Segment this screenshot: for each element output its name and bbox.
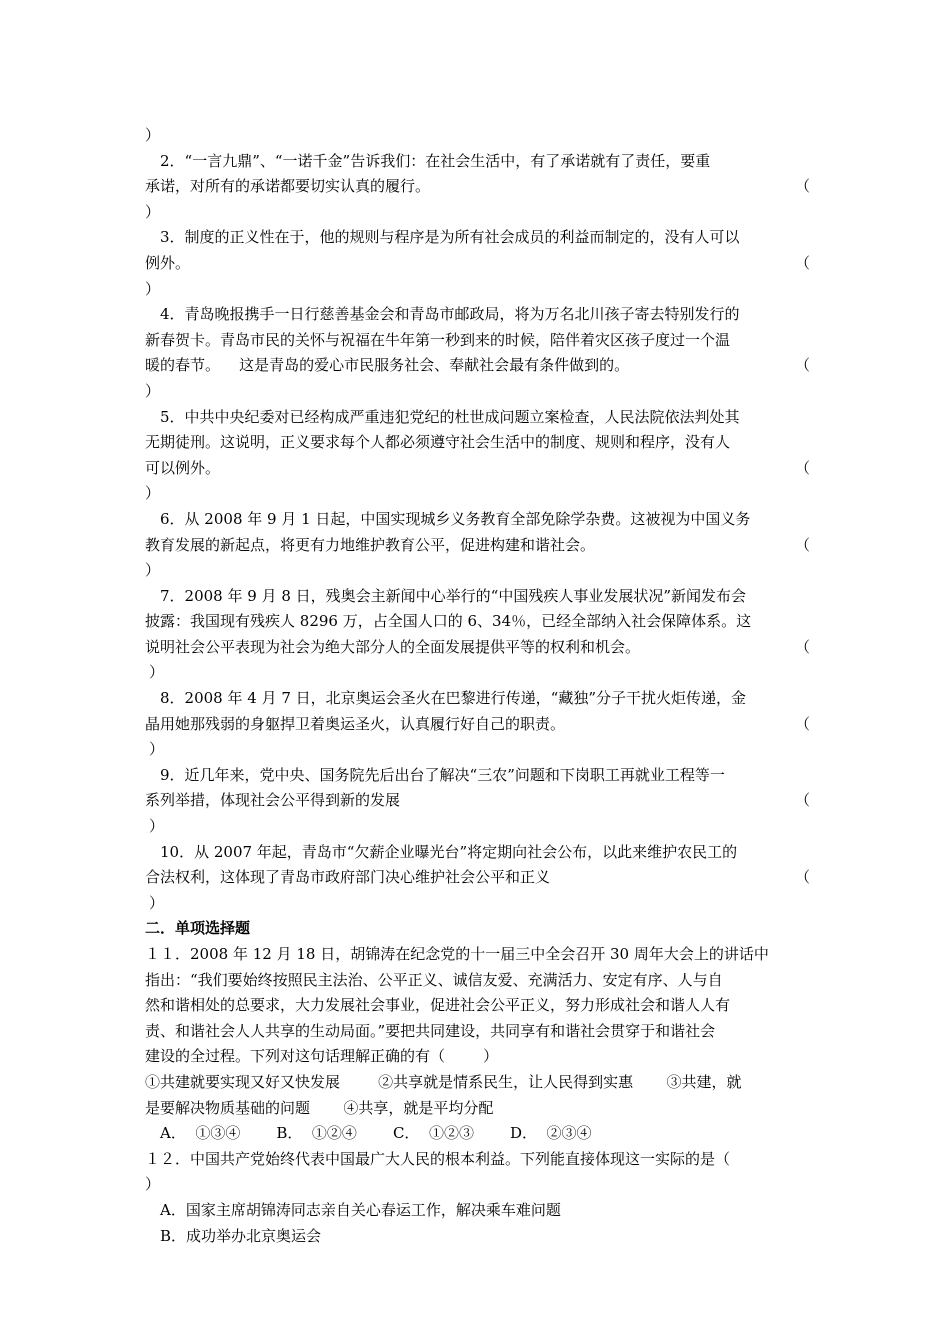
question-line: 8．2008 年 4 月 7 日，北京奥运会圣火在巴黎进行传递，“藏独”分子干扰火炬传递，金 <box>160 689 746 708</box>
choice-b: B． ①②④ <box>276 1124 357 1143</box>
judgment-question-9 <box>145 763 810 840</box>
question-line: 建设的全过程。下列对这句话理解正确的有（ ） <box>145 1047 499 1066</box>
question-line: １１．2008 年 12 月 18 日，胡锦涛在纪念党的十一届三中全会召开 30 周年大会上的讲话中 <box>145 945 769 963</box>
question-line: 4．青岛晚报携手一日行慈善基金会和青岛市邮政局，将为万名北川孩子寄去特别发行的 <box>160 305 740 324</box>
choice-question-11 <box>145 942 810 1147</box>
question-line: 承诺，对所有的承诺都要切实认真的履行。 <box>145 177 431 196</box>
answer-close-paren: ） <box>145 381 161 400</box>
question-line: 2．“一言九鼎”、“一诺千金”告诉我们：在社会生活中，有了承诺就有了责任，要重 <box>160 151 711 170</box>
judgment-question-10 <box>145 840 810 917</box>
question-line: 然和谐相处的总要求，大力发展社会事业，促进社会公平正义，努力形成社会和谐人人有 <box>145 996 731 1015</box>
answer-close-paren: ） <box>145 1175 161 1194</box>
question-line: 10．从 2007 年起，青岛市“欠薪企业曝光台”将定期向社会公布，以此来维护农民工的 <box>160 842 738 861</box>
question-line: 3．制度的正义性在于，他的规则与程序是为所有社会成员的利益而制定的，没有人可以 <box>160 228 740 247</box>
judgment-question-4 <box>145 302 810 404</box>
statement-line: 是要解决物质基础的问题 ④共享，就是平均分配 <box>145 1098 494 1117</box>
answer-open-paren: （ <box>794 356 810 375</box>
answer-open-paren: （ <box>794 791 810 810</box>
question-line: 暖的春节。 这是青岛的爱心市民服务社会、奉献社会最有条件做到的。 <box>145 356 630 375</box>
answer-open-paren: （ <box>794 458 810 477</box>
judgment-question-3 <box>145 225 810 302</box>
question-line: 合法权利，这体现了青岛市政府部门决心维护社会公平和正义 <box>145 868 551 887</box>
question-line: 9．近几年来，党中央、国务院先后出台了解决“三农”问题和下岗职工再就业工程等一 <box>160 765 725 784</box>
answer-close-paren: ） <box>149 817 165 836</box>
choice-d: D． ②③④ <box>509 1124 592 1143</box>
question-line: 披露：我国现有残疾人 8296 万，占全国人口的 6、34％，已经全部纳入社会保障体系。这 <box>145 612 752 631</box>
judgment-question-2 <box>145 149 810 226</box>
question-line: 指出：“我们要始终按照民主法治、公平正义、诚信友爱、充满活力、安定有序、人与自 <box>145 970 723 989</box>
answer-open-paren: （ <box>794 535 810 554</box>
question-line: 新春贺卡。青岛市民的关怀与祝福在牛年第一秒到来的时候，陪伴着灾区孩子度过一个温 <box>145 330 731 349</box>
question-line: 系列举措，体现社会公平得到新的发展 <box>145 791 401 810</box>
answer-close-paren: ） <box>145 279 161 298</box>
answer-open-paren: （ <box>794 253 810 272</box>
question-line: 责、和谐社会人人共享的生动局面。”要把共同建设，共同享有和谐社会贯穿于和谐社会 <box>145 1021 716 1040</box>
answer-close-paren: ） <box>149 893 165 912</box>
statement-line: ①共建就要实现又好又快发展 ②共享就是情系民生，让人民得到实惠 ③共建，就 <box>145 1072 742 1091</box>
answer-open-paren: （ <box>794 714 810 733</box>
answer-close-paren: ） <box>145 561 161 580</box>
answer-open-paren: （ <box>794 177 810 196</box>
answer-close-paren: ） <box>145 484 161 503</box>
option-b: B．成功举办北京奥运会 <box>160 1226 322 1245</box>
answer-open-paren: （ <box>794 637 810 656</box>
section-heading: 二．单项选择题 <box>145 919 251 938</box>
question-line: １２．中国共产党始终代表中国最广大人民的根本利益。下列能直接体现这一实际的是（ <box>145 1149 731 1168</box>
closing-paren: ） <box>145 126 161 144</box>
question-line: 教育发展的新起点，将更有力地维护教育公平，促进构建和谐社会。 <box>145 535 596 554</box>
choice-a: A． ①③④ <box>160 1124 241 1143</box>
judgment-question-7 <box>145 584 810 686</box>
answer-close-paren: ） <box>145 202 161 221</box>
answer-choices <box>145 1121 810 1147</box>
question-line: 例外。 <box>145 253 191 272</box>
choice-question-12 <box>145 1147 810 1249</box>
question-line: 说明社会公平表现为社会为绝大部分人的全面发展提供平等的权利和机会。 <box>145 637 641 656</box>
answer-open-paren: （ <box>794 868 810 887</box>
judgment-question-8 <box>145 686 810 763</box>
document-content <box>145 123 810 1249</box>
question-line: 无期徒刑。这说明，正义要求每个人都必须遵守社会生活中的制度、规则和程序，没有人 <box>145 433 731 452</box>
option-a: A．国家主席胡锦涛同志亲自关心春运工作，解决乘车难问题 <box>160 1200 561 1219</box>
answer-close-paren: ） <box>149 663 165 682</box>
question-line: 7．2008 年 9 月 8 日，残奥会主新闻中心举行的“中国残疾人事业发展状况”新闻发布会 <box>160 586 746 605</box>
question-line: 5．中共中央纪委对已经构成严重违犯党纪的杜世成问题立案检查，人民法院依法判处其 <box>160 407 740 426</box>
question-line: 6．从 2008 年 9 月 1 日起，中国实现城乡义务教育全部免除学杂费。这被视为中国义务 <box>160 509 751 528</box>
choice-c: C． ①②③ <box>392 1124 474 1143</box>
question-line: 可以例外。 <box>145 458 221 477</box>
answer-close-paren: ） <box>149 740 165 759</box>
judgment-question-5 <box>145 405 810 507</box>
question-line: 晶用她那残弱的身躯捍卫着奥运圣火，认真履行好自己的职责。 <box>145 714 566 733</box>
judgment-question-6 <box>145 507 810 584</box>
